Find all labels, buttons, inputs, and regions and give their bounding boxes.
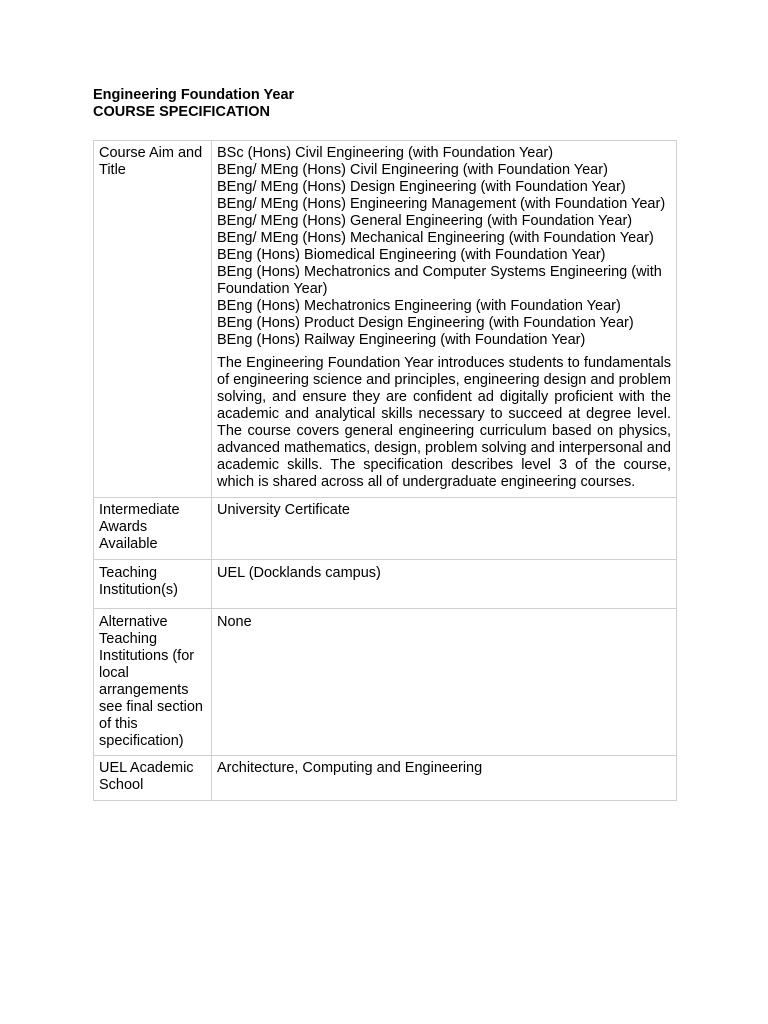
course-title-item: BEng/ MEng (Hons) Mechanical Engineering (with Foundation Year) <box>217 230 654 246</box>
course-aim-label: Course Aim and Title <box>94 141 212 498</box>
course-title-item: BEng (Hons) Railway Engineering (with Foundation Year) <box>217 332 586 348</box>
course-titles-list <box>217 145 671 349</box>
course-title-item: BSc (Hons) Civil Engineering (with Foundation Year) <box>217 145 554 161</box>
course-description: The Engineering Foundation Year introduces students to fundamentals of engineering science and principles, engineering design and problem solving, and ensure they are confident ad digitally proficient with the academic and analytical skills necessary to succeed at degree level. The course covers general engineering curriculum based on physics, advanced mathematics, design, problem solving and interpersonal and academic skills. The specification describes level 3 of the course, which is shared across all of undergraduate engineering courses. <box>217 355 671 490</box>
table-row-alternative-institutions <box>94 609 677 756</box>
alternative-institutions-value: None <box>212 609 677 756</box>
intermediate-awards-value: University Certificate <box>212 498 677 560</box>
course-title-item: BEng/ MEng (Hons) General Engineering (with Foundation Year) <box>217 213 633 229</box>
course-specification-table <box>93 140 677 801</box>
course-title-item: BEng (Hons) Biomedical Engineering (with Foundation Year) <box>217 247 606 263</box>
table-row-academic-school <box>94 756 677 801</box>
course-title-item: BEng (Hons) Mechatronics Engineering (with Foundation Year) <box>217 298 621 314</box>
intermediate-awards-label: Intermediate Awards Available <box>94 498 212 560</box>
course-title-item: BEng/ MEng (Hons) Engineering Management (with Foundation Year) <box>217 196 666 212</box>
table-row-teaching-institutions <box>94 560 677 609</box>
document-heading <box>93 87 294 121</box>
teaching-institutions-value: UEL (Docklands campus) <box>212 560 677 609</box>
course-title-item: BEng (Hons) Product Design Engineering (with Foundation Year) <box>217 315 634 331</box>
course-title-item: BEng/ MEng (Hons) Design Engineering (with Foundation Year) <box>217 179 626 195</box>
table-row-course-aim <box>94 141 677 498</box>
teaching-institutions-label: Teaching Institution(s) <box>94 560 212 609</box>
document-title: Engineering Foundation Year <box>93 87 295 103</box>
alternative-institutions-label: Alternative Teaching Institutions (for local arrangements see final section of this specification) <box>94 609 212 756</box>
document-subtitle: COURSE SPECIFICATION <box>93 104 270 120</box>
academic-school-value: Architecture, Computing and Engineering <box>212 756 677 801</box>
course-title-item: BEng (Hons) Mechatronics and Computer Systems Engineering (with Foundation Year) <box>217 264 662 297</box>
table-row-intermediate-awards <box>94 498 677 560</box>
academic-school-label: UEL Academic School <box>94 756 212 801</box>
course-title-item: BEng/ MEng (Hons) Civil Engineering (with Foundation Year) <box>217 162 608 178</box>
course-aim-value <box>212 141 677 498</box>
